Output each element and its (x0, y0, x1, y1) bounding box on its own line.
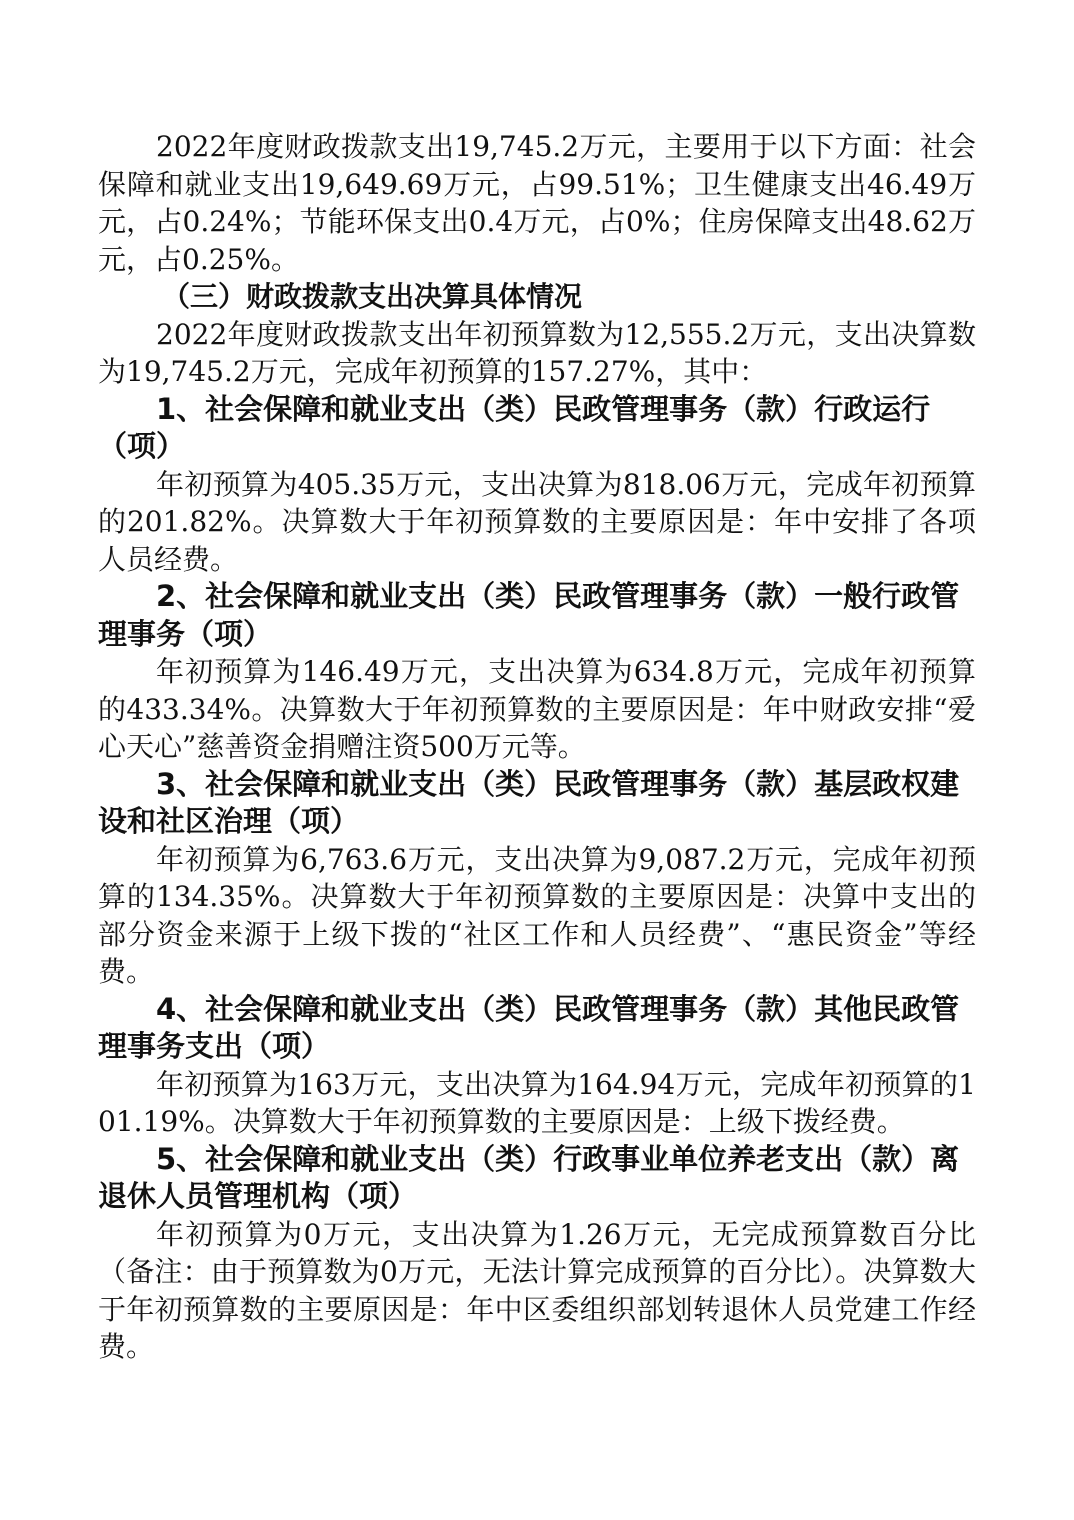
summary-paragraph: 2022年度财政拨款支出年初预算数为12,555.2万元，支出决算数为19,745.2万元，完成年初预算的157.27%，其中： (98, 317, 976, 388)
section-heading: （三）财政拨款支出决算具体情况 (162, 280, 583, 313)
item-heading: 2、社会保障和就业支出（类）民政管理事务（款）一般行政管理事务（项） (98, 579, 960, 651)
document-page (98, 128, 976, 1366)
item-body: 年初预算为405.35万元，支出决算为818.06万元，完成年初预算的201.82%。决算数大于年初预算数的主要原因是：年中安排了各项人员经费。 (98, 467, 976, 576)
item-body: 年初预算为146.49万元，支出决算为634.8万元，完成年初预算的433.34%。决算数大于年初预算数的主要原因是：年中财政安排“爱心天心”慈善资金捐赠注资500万元等。 (98, 655, 976, 763)
item-1 (98, 391, 976, 579)
item-heading: 4、社会保障和就业支出（类）民政管理事务（款）其他民政管理事务支出（项） (98, 991, 960, 1063)
item-body: 年初预算为0万元，支出决算为1.26万元，无完成预算数百分比（备注：由于预算数为0万元，无法计算完成预算的百分比）。决算数大于年初预算数的主要原因是：年中区委组织部划转退休人员党建工作经费。 (98, 1217, 976, 1363)
item-3 (98, 766, 976, 991)
item-4 (98, 991, 976, 1141)
item-5 (98, 1141, 976, 1366)
item-body: 年初预算为6,763.6万元，支出决算为9,087.2万元，完成年初预算的134.35%。决算数大于年初预算数的主要原因是：决算中支出的部分资金来源于上级下拨的“社区工作和人员经费”、“惠民资金”等经费。 (98, 842, 976, 988)
item-heading: 3、社会保障和就业支出（类）民政管理事务（款）基层政权建设和社区治理（项） (98, 766, 960, 838)
item-heading: 1、社会保障和就业支出（类）民政管理事务（款）行政运行（项） (98, 391, 931, 463)
item-2 (98, 578, 976, 766)
intro-paragraph: 2022年度财政拨款支出19,745.2万元，主要用于以下方面：社会保障和就业支出19,649.69万元，占99.51%；卫生健康支出46.49万元，占0.24%；节能环保支出0.4万元，占0%；住房保障支出48.62万元，占0.25%。 (98, 130, 976, 276)
item-heading: 5、社会保障和就业支出（类）行政事业单位养老支出（款）离退休人员管理机构（项） (98, 1141, 960, 1213)
item-body: 年初预算为163万元，支出决算为164.94万元，完成年初预算的101.19%。决算数大于年初预算数的主要原因是：上级下拨经费。 (98, 1067, 976, 1138)
